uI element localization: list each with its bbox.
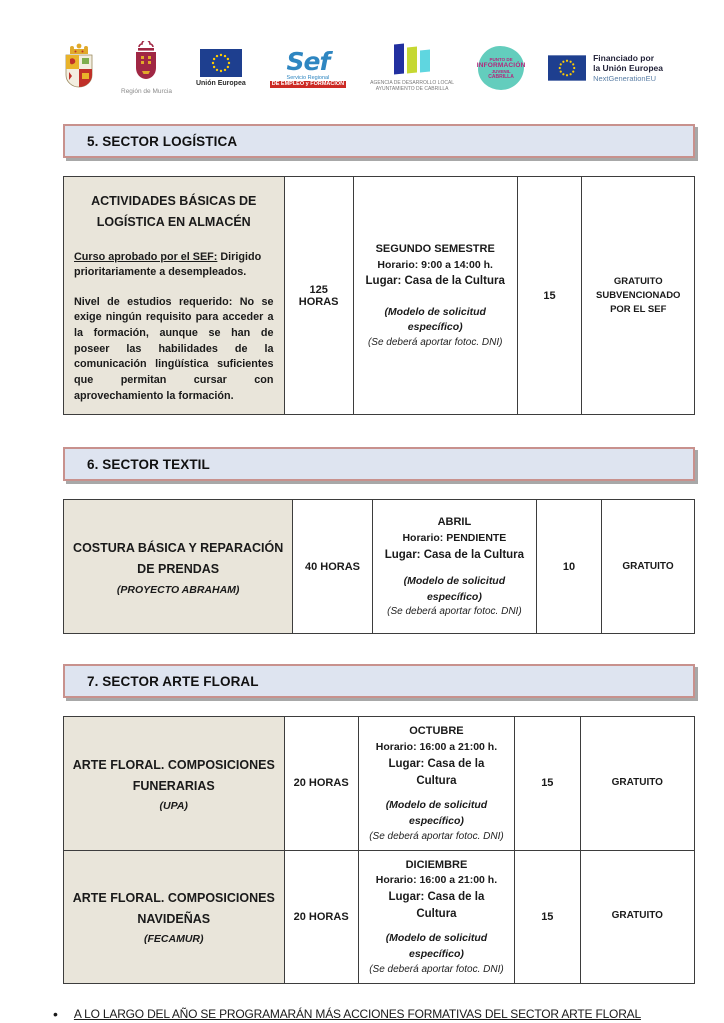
- footer-note: [53, 1006, 695, 1023]
- course-description-cell: [64, 717, 285, 849]
- seats-value: 15: [541, 777, 554, 790]
- eu-flag-logo: [196, 49, 246, 87]
- table-row: [64, 177, 694, 414]
- bullet-icon: •: [53, 1005, 58, 1022]
- course-approval-underlined: Curso aprobado por el SEF:: [74, 250, 218, 263]
- town-crest-logo: [61, 43, 97, 93]
- section-title-textil: 6. SECTOR TEXTIL: [87, 456, 210, 472]
- schedule-note1: (Modelo de solicitud específico): [384, 305, 486, 334]
- adl-caption-line2: AYUNTAMIENTO DE CABRILLA: [375, 86, 449, 92]
- footer-note-text: A LO LARGO DEL AÑO SE PROGRAMARÁN MÁS ACCIONES FORMATIVAS DEL SECTOR ARTE FLORAL: [73, 1006, 641, 1021]
- schedule-period: OCTUBRE: [409, 725, 464, 738]
- schedule-time: Horario: 9:00 a 14:00 h.: [377, 258, 493, 271]
- table-logistica: [63, 176, 695, 415]
- course-subtitle: (FECAMUR): [144, 933, 204, 946]
- course-subtitle: (PROYECTO ABRAHAM): [116, 583, 240, 596]
- adl-logo: [370, 44, 454, 93]
- schedule-note1: (Modelo de solicitud específico): [385, 932, 488, 961]
- section-band-logistica: [63, 124, 695, 158]
- adl-caption: [370, 80, 454, 93]
- schedule-cell: [354, 177, 518, 414]
- seats-value: 15: [543, 289, 556, 302]
- course-requirements: Nivel de estudios requerido: No se exige ningún requisito para acceder a la formación, aunque se han de poseer las habilidades de la comunicación lingüística suficientes que permitan cursar con aprovechamiento la formación.: [74, 295, 274, 402]
- schedule-period: ABRIL: [437, 516, 472, 529]
- course-description-cell: [64, 177, 285, 414]
- section-title-logistica: 5. SECTOR LOGÍSTICA: [87, 133, 238, 149]
- adl-bar-blue: [394, 43, 404, 74]
- course-description-cell: [64, 500, 293, 633]
- section-band-arte-floral: [63, 664, 695, 698]
- course-title: ACTIVIDADES BÁSICAS DE LOGÍSTICA EN ALMACÉN: [91, 194, 257, 230]
- schedule-note2: (Se deberá aportar fotoc. DNI): [387, 606, 522, 618]
- table-textil: [63, 499, 695, 634]
- schedule-note1: (Modelo de solicitud específico): [385, 799, 488, 827]
- sef-caption-line2: DE EMPLEO y FORMACIÓN: [271, 80, 345, 87]
- schedule-cell: [373, 500, 537, 633]
- table-arte-floral: [63, 716, 695, 984]
- price-cell: [581, 851, 694, 983]
- table-row: [64, 717, 694, 849]
- schedule-cell: [359, 851, 515, 983]
- town-crest-icon: [61, 43, 97, 93]
- schedule-note2: (Se deberá aportar fotoc. DNI): [369, 830, 504, 842]
- price-value: GRATUITO: [622, 560, 674, 572]
- course-title: COSTURA BÁSICA Y REPARACIÓN DE PRENDAS: [73, 541, 284, 577]
- schedule-time: Horario: 16:00 a 21:00 h.: [375, 740, 498, 753]
- region-murcia-caption: Región de Murcia: [121, 88, 172, 95]
- hours-cell: [285, 717, 359, 849]
- eu-funding-line3: NextGenerationEU: [593, 73, 657, 83]
- adl-caption-line1: AGENCIA DE DESARROLLO LOCAL: [370, 79, 455, 86]
- pij-line1: PUNTO DE: [489, 56, 513, 62]
- schedule-place: Lugar: Casa de la Cultura: [384, 548, 525, 561]
- schedule-place: Lugar: Casa de la Cultura: [388, 890, 485, 921]
- course-subtitle: (UPA): [159, 800, 188, 813]
- hours-value: 125 HORAS: [298, 283, 339, 308]
- sef-wordmark: Sef: [286, 46, 330, 76]
- schedule-period: SEGUNDO SEMESTRE: [375, 243, 495, 256]
- pij-line3: JUVENIL: [491, 68, 511, 74]
- schedule-place: Lugar: Casa de la Cultura: [388, 757, 485, 787]
- course-description-cell: [64, 851, 285, 983]
- eu-funding-logo: [548, 53, 663, 84]
- course-approval-rest: Dirigido prioritariamente a desempleados.: [74, 250, 262, 279]
- eu-funding-line1: Financiado por: [593, 52, 654, 63]
- eu-flag-caption: Unión Europea: [195, 80, 246, 87]
- price-value: GRATUITO: [611, 910, 663, 922]
- hours-value: 40 HORAS: [304, 560, 361, 573]
- pij-line4: CABRILLA: [488, 73, 514, 80]
- course-approval-note: [74, 250, 274, 281]
- schedule-note2: (Se deberá aportar fotoc. DNI): [367, 337, 503, 349]
- table-row: [64, 500, 694, 633]
- schedule-cell: [359, 717, 515, 849]
- pij-logo: [478, 46, 524, 90]
- eu-funding-line2: la Unión Europea: [593, 63, 663, 74]
- hours-value: 20 HORAS: [293, 910, 349, 923]
- adl-bar-cyan: [420, 49, 430, 72]
- price-value: GRATUITO: [611, 777, 663, 789]
- eu-flag-icon: [200, 49, 242, 77]
- adl-bars-icon: [394, 44, 430, 78]
- hours-cell: [285, 851, 359, 983]
- seats-cell: [537, 500, 602, 633]
- seats-value: 15: [541, 910, 554, 923]
- pij-line2: INFORMACIÓN: [476, 61, 526, 69]
- price-value: GRATUITO SUBVENCIONADO POR EL SEF: [596, 275, 681, 315]
- schedule-time: Horario: PENDIENTE: [402, 531, 507, 544]
- hours-cell: [285, 177, 354, 414]
- schedule-period: DICIEMBRE: [405, 858, 468, 871]
- section-title-arte-floral: 7. SECTOR ARTE FLORAL: [87, 673, 259, 689]
- region-murcia-logo: [121, 41, 172, 95]
- region-murcia-icon: [129, 41, 163, 85]
- seats-value: 10: [562, 560, 576, 573]
- schedule-time: Horario: 16:00 a 21:00 h.: [375, 874, 498, 887]
- hours-cell: [293, 500, 372, 633]
- table-row: [64, 850, 694, 983]
- adl-bar-green: [407, 46, 417, 73]
- price-cell: [602, 500, 694, 633]
- eu-funding-text: [593, 53, 663, 84]
- seats-cell: [518, 177, 583, 414]
- price-cell: [582, 177, 694, 414]
- schedule-place: Lugar: Casa de la Cultura: [365, 275, 505, 288]
- hours-value: 20 HORAS: [293, 777, 349, 790]
- seats-cell: [515, 717, 581, 849]
- course-title: ARTE FLORAL. COMPOSICIONES NAVIDEÑAS: [72, 890, 275, 927]
- pij-blob-icon: [478, 46, 524, 90]
- eu-funding-flag-icon: [548, 55, 586, 81]
- logo-strip: [0, 0, 724, 100]
- seats-cell: [515, 851, 581, 983]
- document-content: [53, 124, 695, 1023]
- sef-logo: [270, 46, 346, 88]
- schedule-note2: (Se deberá aportar fotoc. DNI): [369, 963, 504, 975]
- sef-caption-line1: Servicio Regional: [286, 74, 330, 81]
- course-title: ARTE FLORAL. COMPOSICIONES FUNERARIAS: [72, 757, 275, 793]
- schedule-note1: (Modelo de solicitud específico): [403, 574, 506, 603]
- section-band-textil: [63, 447, 695, 481]
- price-cell: [581, 717, 694, 849]
